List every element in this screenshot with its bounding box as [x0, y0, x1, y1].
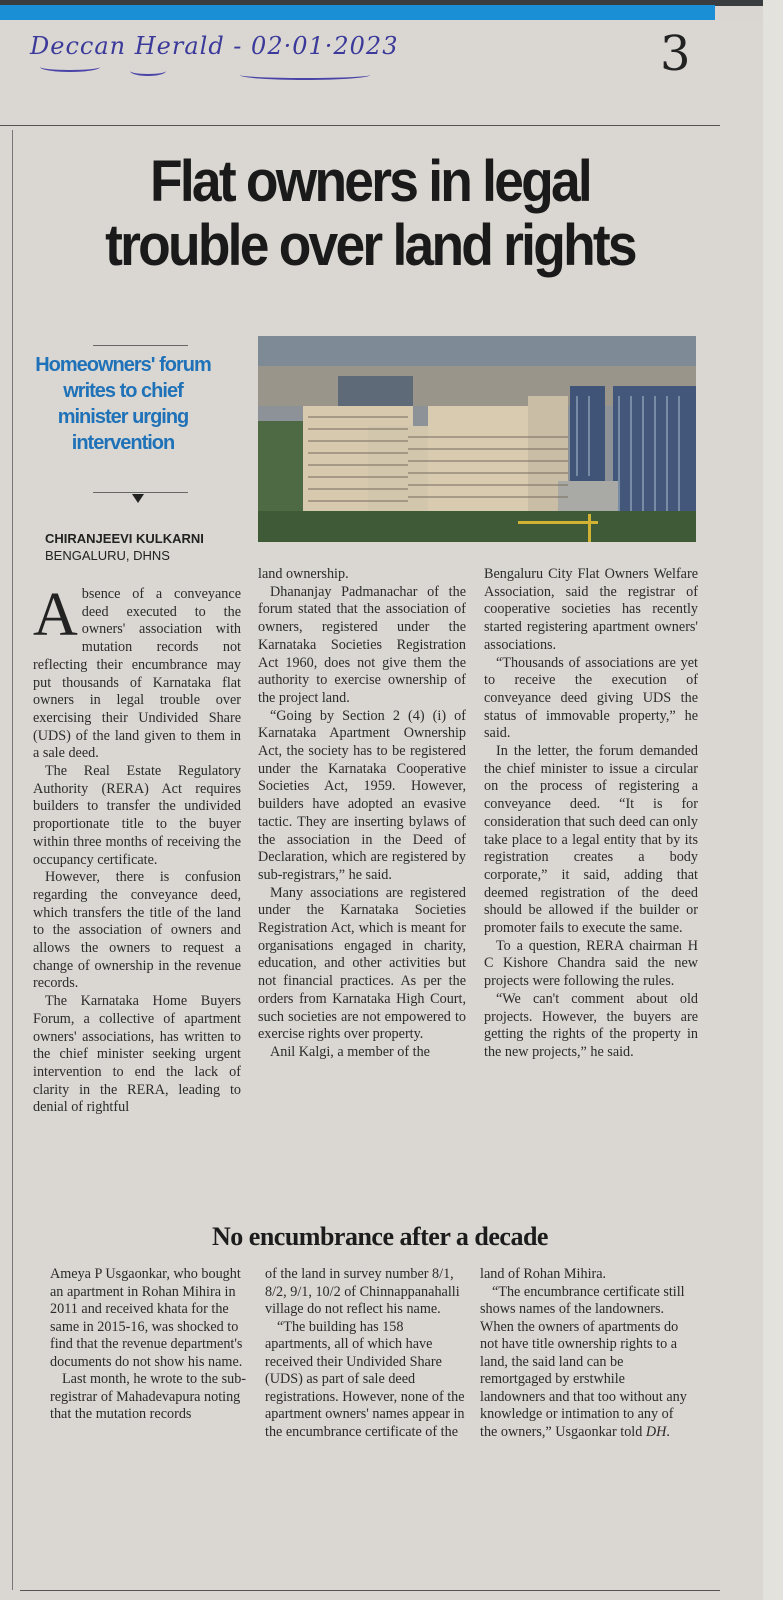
paragraph: To a question, RERA chairman H C Kishore Chandra said the new projects were following the rules.: [484, 937, 698, 990]
byline-location: BENGALURU, DHNS: [45, 548, 170, 563]
paragraph: Last month, he wrote to the sub-registrar of Mahadevapura noting that the mutation records: [50, 1371, 247, 1422]
paragraph: Bengaluru City Flat Owners Welfare Association, said the registrar of cooperative societies has recently started registering apartment owners' associations.: [484, 566, 698, 653]
paragraph: Ameya P Usgaonkar, who bought an apartment in Rohan Mihira in 2011 and received khata for the same in 2015-16, was shocked to find that the revenue department's documents do not show his name.: [50, 1266, 243, 1370]
article-column-2: [258, 566, 466, 1062]
article-photo: [258, 336, 696, 542]
paragraph: Many associations are registered under the Karnataka Societies Registration Act, which is meant for organisations engaged in charity, education, and other activities but not financial practices. As per the orders from Karnataka High Court, such societies are not empowered to exercise rights over property.: [258, 884, 466, 1043]
subhead-rule-top: [93, 345, 188, 346]
bottom-rule: [20, 1590, 720, 1591]
sidebar-column-1: [50, 1266, 250, 1424]
sidebar-column-2: [265, 1266, 465, 1441]
article-headline: [57, 150, 683, 278]
handwritten-source-note: Deccan Herald - 02·01·2023: [30, 32, 399, 60]
paragraph: “We can't comment about old projects. However, the buyers are getting the rights of the property in the new projects,” he said.: [484, 990, 698, 1060]
page-edge: [763, 0, 783, 1600]
subhead-rule-bottom: [93, 492, 188, 493]
page-number: 3: [660, 26, 691, 82]
paragraph: In the letter, the forum demanded the chief minister to issue a circular on the process of registering a conveyance deed. “It is for consideration that such deed can only take place to a legal entity that by its registration creates a body corporate,” it said, adding that deemed registration of the deed should be allowed if the builder or promoter fails to execute the same.: [484, 743, 698, 937]
article-border: [12, 130, 13, 1590]
paragraph: The Karnataka Home Buyers Forum, a collective of apartment owners' associations, has written to the chief minister seeking urgent intervention to end the lack of clarity in the RERA, leading to denial of rightful: [33, 993, 241, 1116]
paragraph: The Real Estate Regulatory Authority (RERA) Act requires builders to transfer the undivided proportionate title to the buyer within three months of receiving the occupancy certificate.: [33, 763, 241, 868]
paragraph: land of Rohan Mihira.: [480, 1266, 607, 1282]
skyline-image: [258, 336, 696, 542]
article-column-3: [484, 566, 698, 1062]
publication-abbrev: DH: [645, 1423, 667, 1440]
paragraph: Dhananjay Padmanachar of the forum stated that the association of owners, registered under the Karnataka Societies Registration Act 1960, does not give them the authority to exercise ownership of the project land.: [258, 583, 466, 706]
handwritten-underline: [240, 70, 370, 80]
byline: [45, 530, 265, 564]
paragraph: bsence of a conveyance deed executed to the owners' association with mutation records not reflecting their encumbrance may put thousands of Karnataka flat owners in legal trouble over exercising their Undivided Share (UDS) of the land given to them in a sale deed.: [33, 586, 241, 762]
sidebar-headline: No encumbrance after a decade: [212, 1222, 548, 1251]
paragraph: However, there is confusion regarding the conveyance deed, which transfers the title of the land to the association of owners and allows the owners to request a change of ownership in the revenue records.: [33, 869, 241, 992]
article-subhead: Homeowners' forum writes to chief minister urging intervention: [35, 354, 211, 454]
section-rule: [0, 125, 720, 126]
handwritten-underline: [40, 62, 100, 72]
paragraph: “The building has 158 apartments, all of which have received their Undivided Share (UDS) as part of sale deed registrations. However, none of the apartment owners' names appear in the encumbrance certificate of the: [265, 1318, 465, 1440]
paragraph: “The encumbrance certificate still shows names of the landowners. When the owners of apartments do not have title ownership rights to a land, the said land can be remortgaged by erstwhile landowners and that too without any knowledge or intimation to any of the owners,” Usgaonkar told DH.: [480, 1283, 687, 1440]
paragraph: “Going by Section 2 (4) (i) of Karnataka Apartment Ownership Act, the society has to be registered under the Karnataka Cooperative Societies Act, 1959. However, builders have adopted an evasive tactic. They are inserting bylaws of the association in the Deed of Declaration, which are registered by sub-registrars,” he said.: [258, 707, 466, 883]
masthead-color-band: [0, 5, 715, 21]
headline-line-2: trouble over land rights: [105, 213, 635, 278]
paragraph: land ownership.: [258, 566, 349, 582]
headline-line-1: Flat owners in legal: [150, 149, 590, 214]
sidebar-column-3: [480, 1266, 690, 1441]
article-column-1: [33, 581, 241, 1117]
paragraph: Anil Kalgi, a member of the: [270, 1043, 430, 1060]
byline-author: CHIRANJEEVI KULKARNI: [45, 531, 204, 546]
arrow-down-icon: [132, 494, 144, 503]
paragraph: of the land in survey number 8/1, 8/2, 9/1, 10/2 of Chinnappanahalli village do not reflect his name.: [265, 1266, 460, 1317]
handwritten-underline: [130, 66, 166, 76]
drop-cap: A: [33, 581, 78, 649]
paragraph: “Thousands of associations are yet to receive the execution of conveyance deed giving UDS the status of immovable property,” he said.: [484, 654, 698, 742]
